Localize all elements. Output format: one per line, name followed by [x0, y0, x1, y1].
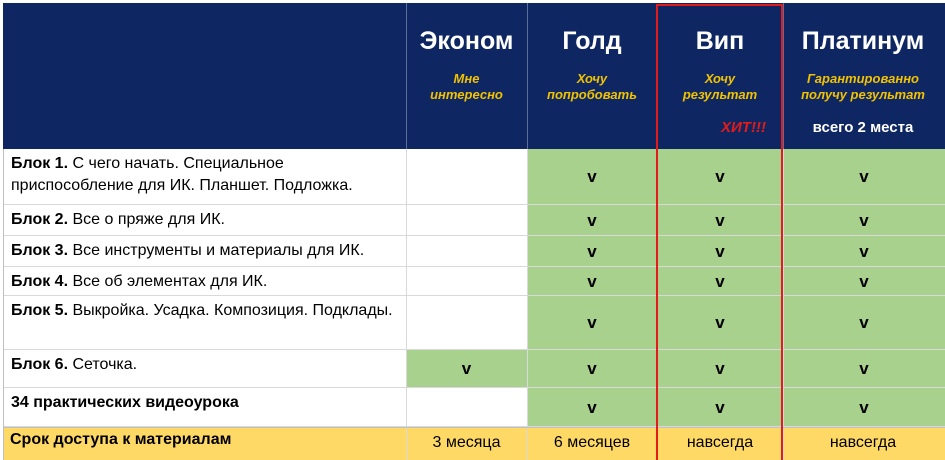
cell-econom [406, 205, 527, 236]
row-label-text: Все о пряже для ИК. [68, 211, 225, 228]
row-label [3, 267, 406, 296]
cell-econom [406, 350, 527, 388]
plan-tagline-line: результат [682, 87, 758, 102]
check-mark: v [859, 210, 869, 230]
check-mark: v [859, 271, 869, 291]
column-divider [527, 149, 528, 460]
cell-gold [527, 205, 657, 236]
plan-tagline-line: Хочу [576, 71, 608, 86]
cell-gold [527, 267, 657, 296]
cell-platinum [783, 267, 945, 296]
check-mark: v [859, 241, 869, 261]
plan-header-gold [527, 3, 657, 149]
plan-name: Голд [562, 27, 622, 55]
cell-econom [406, 149, 527, 205]
access-value-econom: 3 месяца [432, 434, 501, 451]
cell-gold [527, 149, 657, 205]
row-label-bold: Блок 6. [11, 356, 69, 373]
cell-econom [406, 388, 527, 427]
access-label: Срок доступа к материалам [10, 431, 232, 448]
column-divider [783, 149, 784, 460]
row-label [3, 205, 406, 236]
row-label-text: Выкройка. Усадка. Композиция. Подклады. [68, 302, 393, 319]
row-label-bold: Блок 4. [11, 273, 69, 290]
row-label-text: Сеточка. [68, 356, 138, 373]
row-label-bold: 34 практических видеоурока [11, 394, 239, 411]
plan-header-platinum [783, 3, 943, 149]
hit-badge: ХИТ!!! [721, 119, 766, 136]
check-mark: v [587, 359, 597, 378]
row-label-text: С чего начать. Специальное приспособление для ИК. Планшет. Подложка. [11, 155, 353, 194]
cell-gold [527, 388, 657, 427]
cell-platinum [783, 149, 945, 205]
cell-gold [527, 236, 657, 267]
check-mark: v [859, 359, 869, 378]
row-label-bold: Блок 1. [11, 155, 69, 172]
plan-tagline-line: Гарантированно [807, 71, 919, 86]
row-label-bold: Блок 5. [11, 302, 69, 319]
row-label-bold: Блок 3. [11, 242, 69, 259]
check-mark: v [859, 313, 869, 332]
row-label [3, 388, 406, 427]
column-divider [406, 149, 407, 460]
plan-name: Вип [695, 27, 745, 55]
cell-gold [527, 350, 657, 388]
row-label-text: Все инструменты и материалы для ИК. [68, 242, 365, 259]
row-label [3, 296, 406, 350]
check-mark: v [587, 241, 597, 261]
check-mark: v [715, 313, 725, 332]
check-mark: v [715, 271, 725, 291]
check-mark: v [715, 241, 725, 261]
plan-name: Эконом [419, 27, 514, 55]
vip-highlight-frame [656, 4, 783, 460]
access-value-vip: навсегда [686, 434, 754, 451]
seats-note: всего 2 места [812, 119, 914, 136]
plan-tagline-line: попробовать [547, 87, 637, 102]
check-mark: v [715, 210, 725, 230]
access-value-platinum: навсегда [829, 434, 897, 451]
check-mark: v [587, 313, 597, 332]
plan-tagline [527, 71, 657, 103]
cell-platinum [783, 296, 945, 350]
cell-gold [527, 296, 657, 350]
cell-econom [406, 296, 527, 350]
plan-tagline [406, 71, 527, 103]
row-label-text: Все об элементах для ИК. [68, 273, 268, 290]
plan-name: Платинум [801, 27, 925, 55]
row-label [3, 350, 406, 388]
check-mark: v [587, 271, 597, 291]
plan-tagline-line: Хочу [704, 71, 736, 86]
cell-econom [406, 267, 527, 296]
access-top-border [3, 427, 945, 428]
plan-tagline-line: Мне [453, 71, 480, 86]
plan-tagline [783, 71, 943, 103]
row-label [3, 149, 406, 205]
check-mark: v [715, 397, 725, 417]
check-mark: v [587, 167, 597, 186]
plan-tagline-line: получу результат [801, 87, 925, 102]
check-mark: v [587, 397, 597, 417]
row-label [3, 236, 406, 267]
left-border [3, 149, 4, 460]
cell-platinum [783, 205, 945, 236]
access-value-gold: 6 месяцев [553, 434, 631, 451]
cell-platinum [783, 236, 945, 267]
cell-platinum [783, 350, 945, 388]
check-mark: v [715, 359, 725, 378]
check-mark: v [859, 397, 869, 417]
check-mark: v [715, 167, 725, 186]
plan-tagline-line: интересно [430, 87, 503, 102]
check-mark: v [461, 359, 472, 378]
cell-econom [406, 236, 527, 267]
row-label-bold: Блок 2. [11, 211, 69, 228]
check-mark: v [859, 167, 869, 186]
check-mark: v [587, 210, 597, 230]
plan-header-econom [406, 3, 527, 149]
cell-platinum [783, 388, 945, 427]
